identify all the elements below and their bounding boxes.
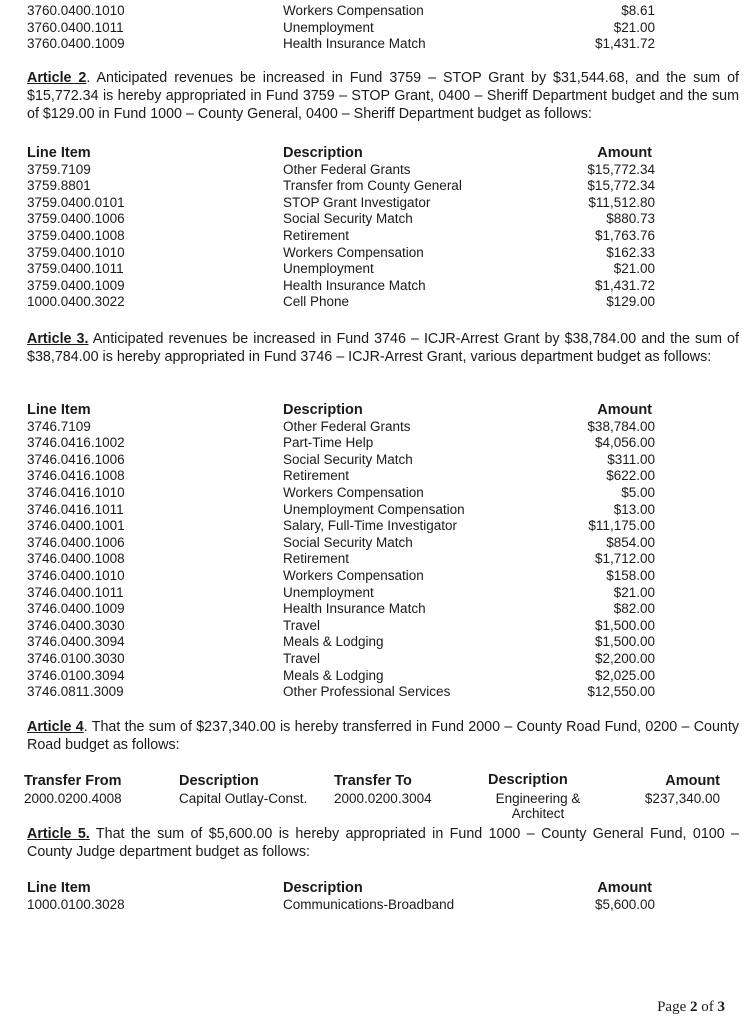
line-item: 3759.0400.1006 [27, 211, 125, 227]
line-item: 3746.0400.3030 [27, 617, 125, 633]
description: Social Security Match [283, 451, 413, 467]
table-row [27, 419, 667, 436]
description: Social Security Match [283, 211, 413, 227]
description: Retirement [283, 551, 350, 567]
article-5-text: That the sum of $5,600.00 is hereby appropriated in Fund 1000 – County General Fund, 0100 – County Judge department budget as follows: [27, 826, 739, 860]
table-header [27, 880, 667, 897]
amount: $1,431.72 [594, 36, 655, 52]
table-row [27, 20, 667, 37]
header-description: Description [283, 402, 363, 418]
transfer-from: 2000.0200.4008 [24, 791, 122, 806]
amount: $2,200.00 [594, 650, 655, 666]
description: Health Insurance Match [283, 601, 426, 617]
line-item: 3746.0400.1010 [27, 567, 125, 583]
header-amount: Amount [597, 402, 652, 418]
table-row [27, 518, 667, 535]
line-item: 3746.0400.1006 [27, 534, 125, 550]
table-row [27, 568, 667, 585]
amount: $622.00 [606, 468, 655, 484]
line-item: 3746.0416.1008 [27, 468, 125, 484]
header-line-item: Line Item [27, 145, 91, 161]
description: Retirement [283, 468, 350, 484]
amount: $1,500.00 [594, 634, 655, 650]
transfer-to: 2000.0200.3004 [334, 791, 432, 806]
table-row [27, 452, 667, 469]
amount: $21.00 [613, 261, 655, 277]
table-row [27, 245, 667, 262]
description: Meals & Lodging [283, 667, 384, 683]
table-header [27, 402, 667, 419]
header-description: Description [283, 880, 363, 896]
line-item: 3760.0400.1009 [27, 36, 125, 52]
description: Workers Compensation [283, 244, 424, 260]
table-row [27, 178, 667, 195]
article-3-label: Article 3. [27, 331, 89, 347]
table-row [27, 535, 667, 552]
line-item: 3759.7109 [27, 161, 91, 177]
header-amount: Amount [665, 773, 720, 789]
table-row [27, 195, 667, 212]
line-item: 3746.7109 [27, 418, 91, 434]
amount: $129.00 [606, 294, 655, 310]
header-amount: Amount [597, 145, 652, 161]
page-number: Page 2 of 3 [657, 999, 725, 1015]
description: Travel [283, 617, 321, 633]
line-item: 3759.0400.1011 [27, 261, 124, 277]
description: STOP Grant Investigator [283, 194, 431, 210]
article-5-paragraph [27, 825, 739, 861]
description: Meals & Lodging [283, 634, 384, 650]
amount: $311.00 [607, 451, 655, 467]
table-row [27, 3, 667, 20]
description: Social Security Match [283, 534, 413, 550]
description: Health Insurance Match [283, 36, 426, 52]
table-row [27, 684, 667, 701]
article-4-paragraph [27, 718, 739, 754]
amount: $1,712.00 [594, 551, 655, 567]
article-5-table [27, 880, 667, 913]
line-item: 3746.0100.3094 [27, 667, 125, 683]
amount: $8.61 [621, 3, 655, 18]
table-row [27, 435, 667, 452]
header-transfer-from: Transfer From [24, 773, 122, 789]
description: Other Professional Services [283, 684, 451, 700]
line-item: 3746.0416.1006 [27, 451, 125, 467]
description: Part-Time Help [283, 435, 374, 451]
description: Unemployment Compensation [283, 501, 465, 517]
description: Workers Compensation [283, 3, 424, 18]
line-item: 3746.0100.3030 [27, 650, 125, 666]
article1-continuation-table [27, 3, 667, 53]
table-row [27, 601, 667, 618]
header-description-from: Description [179, 773, 259, 789]
line-item: 1000.0100.3028 [27, 896, 125, 912]
table-row [27, 468, 667, 485]
table-row [27, 162, 667, 179]
table-row [27, 551, 667, 568]
header-transfer-to: Transfer To [334, 773, 412, 789]
table-row [27, 618, 667, 635]
current-page: 2 [690, 999, 698, 1015]
line-item: 3746.0416.1010 [27, 484, 125, 500]
table-row [27, 485, 667, 502]
description: Salary, Full-Time Investigator [283, 518, 458, 534]
amount: $854.00 [606, 534, 655, 550]
table-row [27, 278, 667, 295]
line-item: 3746.0811.3009 [27, 684, 124, 700]
description: Communications-Broadband [283, 896, 455, 912]
article-4-text: . That the sum of $237,340.00 is hereby transferred in Fund 2000 – County Road Fund, 0200 – County Road budget as follows: [27, 719, 740, 753]
line-item: 3759.0400.1010 [27, 244, 125, 260]
line-item: 3746.0400.1008 [27, 551, 125, 567]
header-amount: Amount [597, 880, 652, 896]
article-4-label: Article 4 [27, 719, 84, 735]
description-to: Engineering & Architect [495, 791, 581, 821]
header-description: Description [283, 145, 363, 161]
line-item: 1000.0400.3022 [27, 294, 125, 310]
amount: $15,772.34 [587, 161, 655, 177]
header-description-to: Description [488, 772, 568, 788]
amount: $38,784.00 [587, 418, 655, 434]
line-item: 3759.0400.1008 [27, 227, 125, 243]
article-5-label: Article 5. [27, 826, 90, 842]
table-row [27, 634, 667, 651]
amount: $15,772.34 [587, 178, 655, 194]
line-item: 3760.0400.1010 [27, 3, 125, 18]
total-pages: 3 [717, 999, 725, 1015]
table-row [27, 585, 667, 602]
line-item: 3759.8801 [27, 178, 91, 194]
description: Unemployment [283, 19, 374, 35]
description-from: Capital Outlay-Const. [179, 791, 308, 806]
table-header [24, 773, 724, 790]
article-3-table [27, 402, 667, 701]
description: Health Insurance Match [283, 277, 426, 293]
table-row [24, 790, 724, 821]
line-item: 3746.0416.1002 [27, 435, 125, 451]
table-row [27, 668, 667, 685]
table-row [27, 651, 667, 668]
amount: $12,550.00 [587, 684, 655, 700]
amount: $21.00 [613, 584, 655, 600]
amount: $2,025.00 [594, 667, 655, 683]
amount: $237,340.00 [644, 791, 720, 806]
amount: $11,175.00 [588, 518, 655, 534]
amount: $11,512.80 [588, 194, 655, 210]
table-row [27, 897, 667, 914]
line-item: 3759.0400.1009 [27, 277, 125, 293]
description: Other Federal Grants [283, 418, 411, 434]
table-row [27, 502, 667, 519]
amount: $1,763.76 [594, 227, 655, 243]
description: Workers Compensation [283, 567, 424, 583]
description: Retirement [283, 227, 350, 243]
amount: $158.00 [606, 567, 655, 583]
table-row [27, 294, 667, 311]
article-3-text: Anticipated revenues be increased in Fund 3746 – ICJR-Arrest Grant by $38,784.00 and the sum of $38,784.00 is hereby appropriated in Fund 3746 – ICJR-Arrest Grant, various department budget as follows: [27, 331, 739, 365]
table-row [27, 261, 667, 278]
amount: $5.00 [621, 484, 655, 500]
table-row [27, 228, 667, 245]
article-2-label: Article 2 [27, 70, 87, 86]
line-item: 3746.0400.3094 [27, 634, 125, 650]
amount: $4,056.00 [594, 435, 655, 451]
table-row [27, 211, 667, 228]
table-header [27, 145, 667, 162]
article-2-table [27, 145, 667, 311]
line-item: 3746.0400.1009 [27, 601, 125, 617]
line-item: 3746.0416.1011 [27, 501, 124, 517]
article-2-paragraph [27, 69, 739, 123]
amount: $82.00 [613, 601, 655, 617]
line-item: 3759.0400.0101 [27, 194, 125, 210]
amount: $1,431.72 [594, 277, 655, 293]
description: Travel [283, 650, 321, 666]
amount: $21.00 [613, 19, 655, 35]
article-2-text: . Anticipated revenues be increased in Fund 3759 – STOP Grant by $31,544.68, and the sum of $15,772.34 is hereby appropriated in Fund 3759 – STOP Grant, 0400 – Sheriff Department budget and the sum of $129.00 in Fund 1000 – County General, 0400 – Sheriff Department budget as follows: [27, 70, 739, 122]
table-row [27, 36, 667, 53]
line-item: 3760.0400.1011 [27, 19, 124, 35]
header-line-item: Line Item [27, 880, 91, 896]
article-3-paragraph [27, 330, 739, 366]
article-4-table [24, 772, 724, 821]
header-line-item: Line Item [27, 402, 91, 418]
description: Cell Phone [283, 294, 350, 310]
description: Transfer from County General [283, 178, 462, 194]
amount: $1,500.00 [594, 617, 655, 633]
description: Unemployment [283, 261, 374, 277]
description: Other Federal Grants [283, 161, 411, 177]
amount: $162.33 [606, 244, 655, 260]
description: Workers Compensation [283, 484, 424, 500]
line-item: 3746.0400.1011 [27, 584, 124, 600]
amount: $13.00 [613, 501, 655, 517]
amount: $5,600.00 [594, 896, 655, 912]
description: Unemployment [283, 584, 374, 600]
amount: $880.73 [606, 211, 655, 227]
line-item: 3746.0400.1001 [27, 518, 125, 534]
